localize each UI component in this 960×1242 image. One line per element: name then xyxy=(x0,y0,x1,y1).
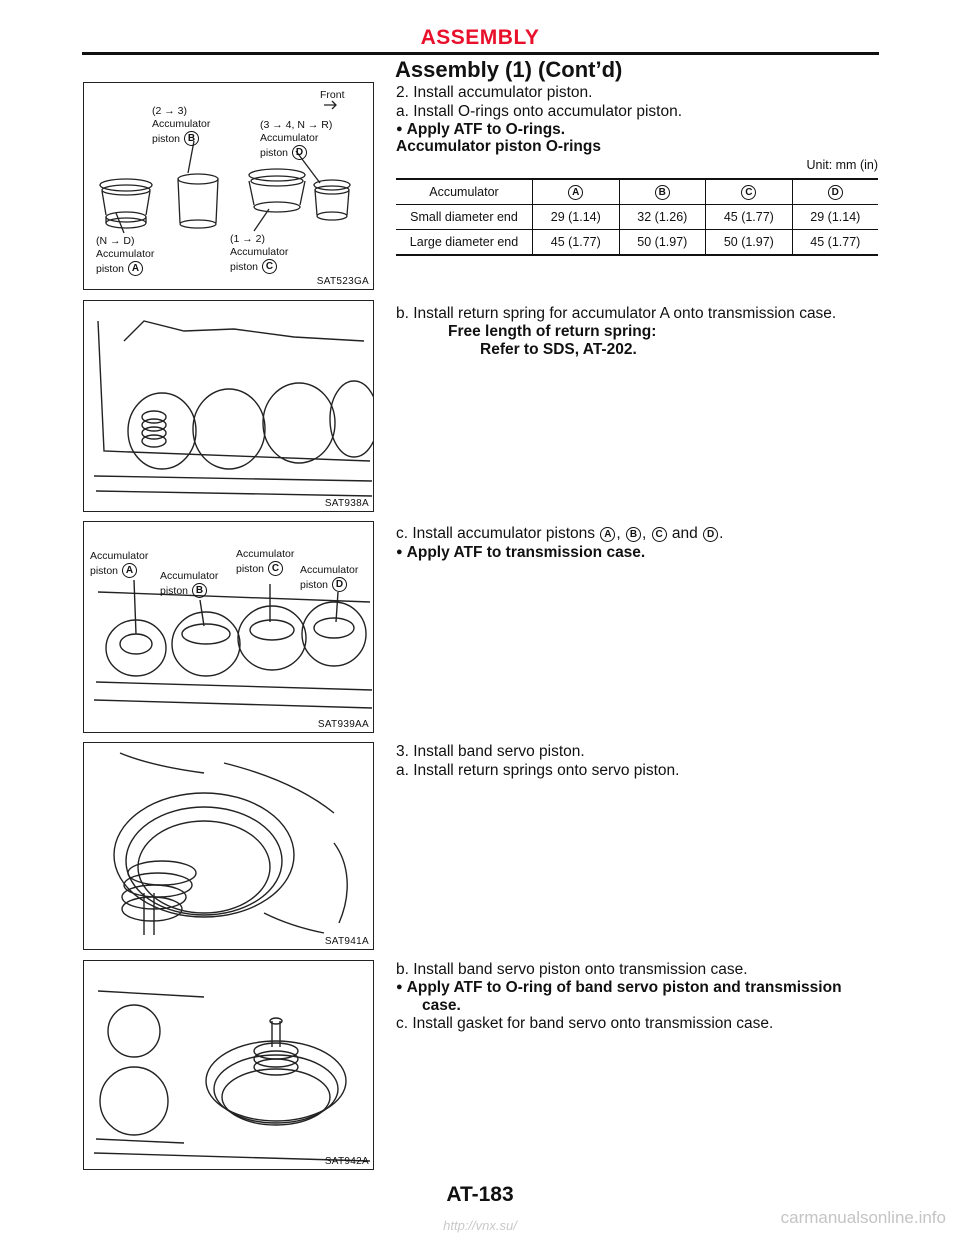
cell: 50 (1.97) xyxy=(706,230,793,256)
marker-c: C xyxy=(652,527,667,542)
section-title: ASSEMBLY xyxy=(420,26,540,49)
watermark: carmanualsonline.info xyxy=(780,1208,946,1227)
cell: 50 (1.97) xyxy=(619,230,706,256)
label-c-name: Accumulator xyxy=(236,548,295,560)
marker-a: A xyxy=(122,563,137,578)
bullet-text: Apply ATF to transmission case. xyxy=(406,544,646,561)
table-row xyxy=(396,230,878,256)
label-c-name: Accumulator xyxy=(230,246,289,258)
page-number: AT-183 xyxy=(446,1183,514,1206)
column-b: B xyxy=(655,185,670,200)
bullet-icon: ● xyxy=(396,981,403,993)
label-d-name: Accumulator xyxy=(260,132,319,144)
and-word: and xyxy=(671,525,698,542)
step2-heading: 2. Install accumulator piston. xyxy=(396,84,593,101)
label-c-piston: piston xyxy=(236,563,265,575)
cell: 45 (1.77) xyxy=(792,230,878,256)
marker-b: B xyxy=(184,131,199,146)
figure-code: SAT939AA xyxy=(317,719,369,730)
column-d: D xyxy=(828,185,843,200)
label-d-ratio: (3 → 4, N → R) xyxy=(260,119,333,131)
figure-code: SAT523GA xyxy=(316,276,369,287)
step3-bullet xyxy=(396,978,842,997)
step2a-text: a. Install O-rings onto accumulator piston. xyxy=(396,103,683,120)
transmission-case-drawing xyxy=(84,301,374,512)
table-title: Accumulator piston O-rings xyxy=(396,138,601,155)
label-a-piston: piston xyxy=(96,263,125,275)
label-b-name: Accumulator xyxy=(152,118,211,130)
table-header-row xyxy=(396,179,878,205)
figure-accumulator-pistons xyxy=(83,82,374,290)
header-rule xyxy=(82,52,879,55)
cell: 29 (1.14) xyxy=(533,205,620,230)
figure-code: SAT938A xyxy=(324,498,369,509)
label-a-piston: piston xyxy=(90,565,119,577)
step3-bullet-cont: case. xyxy=(422,997,461,1014)
label-b-ratio: (2 → 3) xyxy=(152,105,188,117)
label-b-name: Accumulator xyxy=(160,570,219,582)
cell: 29 (1.14) xyxy=(792,205,878,230)
free-length-label: Free length of return spring: xyxy=(448,323,657,340)
label-a-name: Accumulator xyxy=(96,248,155,260)
label-a-name: Accumulator xyxy=(90,550,149,562)
figure-return-spring xyxy=(83,300,374,512)
marker-a: A xyxy=(128,261,143,276)
band-servo-case-drawing xyxy=(84,961,374,1170)
label-b-piston: piston xyxy=(160,585,189,597)
bullet-icon: ● xyxy=(396,546,403,558)
step2c-bullet xyxy=(396,543,645,562)
sds-reference: Refer to SDS, AT-202. xyxy=(480,341,637,358)
marker-d: D xyxy=(703,527,718,542)
column-c: C xyxy=(741,185,756,200)
column-a: A xyxy=(568,185,583,200)
servo-piston-drawing xyxy=(84,743,374,950)
table-corner: Accumulator xyxy=(396,179,533,205)
cell: 45 (1.77) xyxy=(533,230,620,256)
front-label: Front xyxy=(320,89,345,101)
step2c-prefix: c. Install accumulator pistons xyxy=(396,525,596,542)
unit-note: Unit: mm (in) xyxy=(806,158,878,172)
figure-code: SAT942A xyxy=(324,1156,369,1167)
label-b-piston: piston xyxy=(152,133,181,145)
label-d-piston: piston xyxy=(260,147,289,159)
page-heading: Assembly (1) (Cont’d) xyxy=(395,57,623,82)
step3-heading: 3. Install band servo piston. xyxy=(396,743,585,760)
cell: 32 (1.26) xyxy=(619,205,706,230)
figure-install-pistons xyxy=(83,521,374,733)
row-label: Large diameter end xyxy=(396,230,533,256)
step3c-text: c. Install gasket for band servo onto transmission case. xyxy=(396,1015,774,1032)
figure-band-servo xyxy=(83,960,374,1170)
step2b-text: b. Install return spring for accumulator A onto transmission case. xyxy=(396,305,837,322)
footer-link[interactable]: http://vnx.su/ xyxy=(443,1218,517,1233)
bullet-text: Apply ATF to O-rings. xyxy=(406,121,566,138)
marker-a: A xyxy=(600,527,615,542)
label-c-piston: piston xyxy=(230,261,259,273)
row-label: Small diameter end xyxy=(396,205,533,230)
figure-code: SAT941A xyxy=(324,936,369,947)
marker-b: B xyxy=(192,583,207,598)
step3b-text: b. Install band servo piston onto transmission case. xyxy=(396,961,748,978)
label-c-ratio: (1 → 2) xyxy=(230,233,266,245)
oring-spec-table xyxy=(396,178,878,256)
label-d-name: Accumulator xyxy=(300,564,359,576)
bullet-icon: ● xyxy=(396,123,403,135)
step3a-text: a. Install return springs onto servo piston. xyxy=(396,762,680,779)
label-d-piston: piston xyxy=(300,579,329,591)
bullet-text: Apply ATF to O-ring of band servo piston and transmission xyxy=(406,979,842,996)
marker-b: B xyxy=(626,527,641,542)
step2c-text: c. Install accumulator pistons A , B , C and D . xyxy=(396,525,724,542)
marker-c: C xyxy=(262,259,277,274)
label-a-ratio: (N → D) xyxy=(96,235,135,247)
marker-d: D xyxy=(332,577,347,592)
cell: 45 (1.77) xyxy=(706,205,793,230)
marker-c: C xyxy=(268,561,283,576)
figure-servo-springs xyxy=(83,742,374,950)
table-row xyxy=(396,205,878,230)
marker-d: D xyxy=(292,145,307,160)
